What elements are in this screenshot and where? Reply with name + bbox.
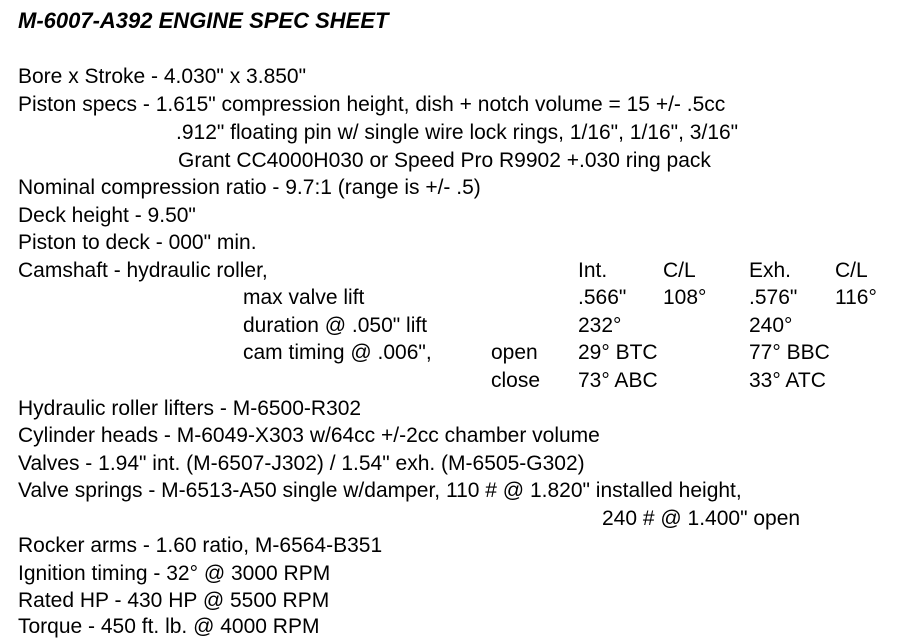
duration-label: duration @ .050" lift bbox=[243, 314, 428, 337]
valve-springs-line-2: 240 # @ 1.400" open bbox=[602, 507, 801, 530]
deck-height-spec: Deck height - 9.50" bbox=[18, 204, 196, 227]
piston-specs-line-3: Grant CC4000H030 or Speed Pro R9902 +.030 ring pack bbox=[178, 149, 711, 172]
piston-to-deck-spec: Piston to deck - 000" min. bbox=[18, 231, 257, 254]
cam-header-int-cl: C/L bbox=[663, 259, 696, 282]
compression-ratio-spec: Nominal compression ratio - 9.7:1 (range is +/- .5) bbox=[18, 176, 481, 199]
rocker-arms-spec: Rocker arms - 1.60 ratio, M-6564-B351 bbox=[18, 534, 383, 557]
cam-timing-open-int: 29° BTC bbox=[578, 341, 658, 364]
max-lift-exh: .576" bbox=[749, 286, 798, 309]
camshaft-label: Camshaft - hydraulic roller, bbox=[18, 259, 268, 282]
rated-hp-spec: Rated HP - 430 HP @ 5500 RPM bbox=[18, 589, 330, 612]
cam-timing-close-int: 73° ABC bbox=[578, 369, 658, 392]
cam-timing-open-label: open bbox=[491, 341, 538, 364]
bore-stroke-spec: Bore x Stroke - 4.030" x 3.850" bbox=[18, 65, 307, 88]
duration-exh: 240° bbox=[749, 314, 793, 337]
lifters-spec: Hydraulic roller lifters - M-6500-R302 bbox=[18, 397, 362, 420]
cam-timing-open-exh: 77° BBC bbox=[749, 341, 830, 364]
cam-header-int: Int. bbox=[578, 259, 608, 282]
piston-specs-line-2: .912" floating pin w/ single wire lock rings, 1/16", 1/16", 3/16" bbox=[176, 121, 739, 144]
cylinder-heads-spec: Cylinder heads - M-6049-X303 w/64cc +/-2cc chamber volume bbox=[18, 424, 600, 447]
valves-spec: Valves - 1.94" int. (M-6507-J302) / 1.54" exh. (M-6505-G302) bbox=[18, 452, 585, 475]
valve-springs-line-1: Valve springs - M-6513-A50 single w/damper, 110 # @ 1.820" installed height, bbox=[18, 479, 742, 502]
max-lift-exh-cl: 116° bbox=[835, 286, 877, 309]
piston-specs-line-1: Piston specs - 1.615" compression height, dish + notch volume = 15 +/- .5cc bbox=[18, 93, 726, 116]
max-lift-label: max valve lift bbox=[243, 286, 365, 309]
cam-timing-close-exh: 33° ATC bbox=[749, 369, 826, 392]
cam-timing-label: cam timing @ .006", bbox=[243, 341, 432, 364]
cam-timing-close-label: close bbox=[491, 369, 541, 392]
ignition-timing-spec: Ignition timing - 32° @ 3000 RPM bbox=[18, 562, 331, 585]
torque-spec: Torque - 450 ft. lb. @ 4000 RPM bbox=[18, 615, 320, 638]
page-title: M-6007-A392 ENGINE SPEC SHEET bbox=[18, 8, 389, 33]
max-lift-int: .566" bbox=[578, 286, 627, 309]
duration-int: 232° bbox=[578, 314, 622, 337]
cam-header-exh: Exh. bbox=[749, 259, 792, 282]
cam-header-exh-cl: C/L bbox=[835, 259, 868, 282]
max-lift-int-cl: 108° bbox=[663, 286, 707, 309]
